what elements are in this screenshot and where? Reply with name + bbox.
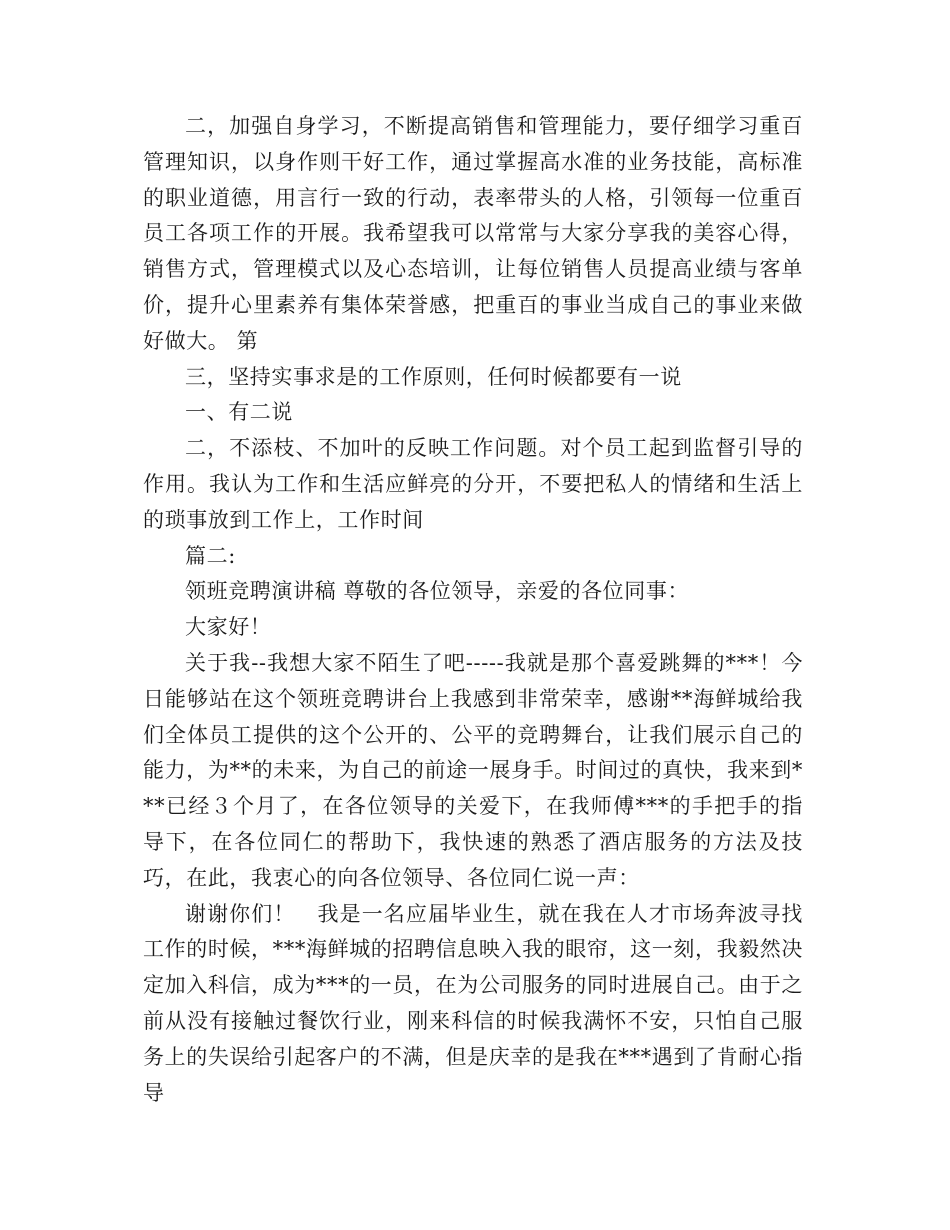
paragraph-4: 二，不添枝、不加叶的反映工作问题。对个员工起到监督引导的作用。我认为工作和生活应鲜亮的分开，不要把私人的情绪和生活上的琐事放到工作上，工作时间	[143, 436, 803, 532]
speech-title: 领班竞聘演讲稿 尊敬的各位领导，亲爱的各位同事：	[185, 579, 690, 604]
paragraph-9: 谢谢你们！ 我是一名应届毕业生，就在我在人才市场奔波寻找工作的时候，***海鲜城的招聘信息映入我的眼帘，这一刻，我毅然决定加入科信，成为***的一员，在为公司服务的同时进展自己。由于之前从没有接触过餐饮行业，刚来科信的时候我满怀不安，只怕自己服务上的失误给引起客户的不满，但是庆幸的是我在***遇到了肯耐心指导	[143, 901, 803, 1105]
paragraph-3: 一、有二说	[185, 400, 293, 425]
greeting: 大家好！	[185, 615, 272, 640]
document-body	[143, 109, 803, 1111]
paragraph-1: 二，加强自身学习，不断提高销售和管理能力，要仔细学习重百管理知识，以身作则干好工作，通过掌握高水准的业务技能，高标准的职业道德，用言行一致的行动，表率带头的人格，引领每一位重百员工各项工作的开展。我希望我可以常常与大家分享我的美容心得，销售方式，管理模式以及心态培训，让每位销售人员提高业绩与客单价，提升心里素养有集体荣誉感，把重百的事业当成自己的事业来做好做大。 第	[143, 114, 803, 353]
paragraph-8: 关于我--我想大家不陌生了吧-----我就是那个喜爱跳舞的***！今日能够站在这个领班竞聘讲台上我感到非常荣幸，感谢**海鲜城给我们全体员工提供的这个公开的、公平的竞聘舞台，让我们展示自己的能力，为**的未来，为自己的前途一展身手。时间过的真快，我来到***已经３个月了，在各位领导的关爱下，在我师傅***的手把手的指导下，在各位同仁的帮助下，我快速的熟悉了酒店服务的方法及技巧，在此，我衷心的向各位领导、各位同仁说一声：	[143, 650, 803, 890]
paragraph-2: 三，坚持实事求是的工作原则，任何时候都要有一说	[185, 364, 682, 389]
section-heading: 篇二:	[185, 543, 236, 568]
